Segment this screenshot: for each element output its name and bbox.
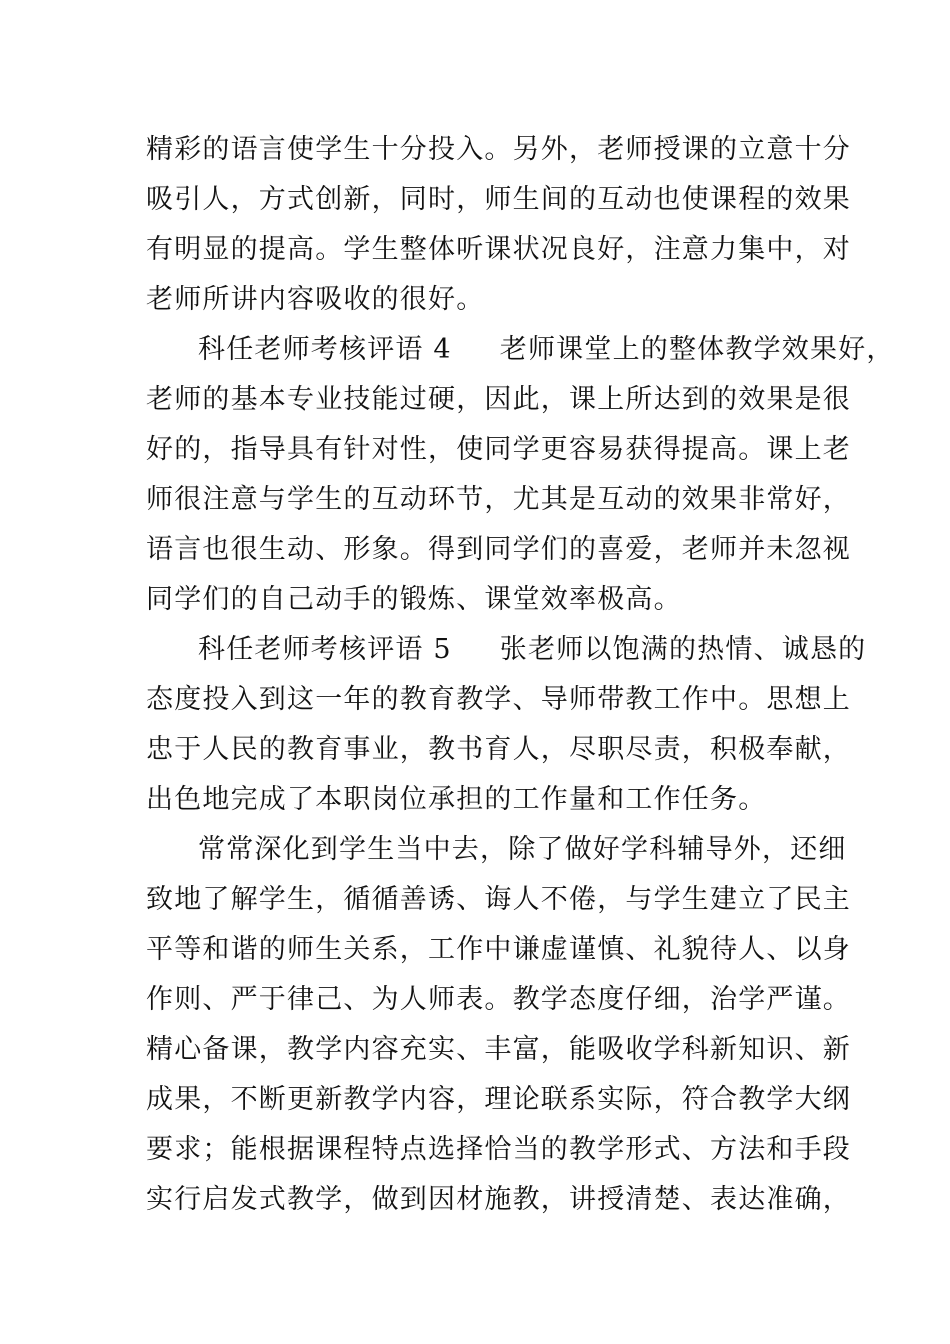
text-line: 常常深化到学生当中去，除了做好学科辅导外，还细 [198,834,847,865]
section-heading-4: 科任老师考核评语 4 [198,334,452,365]
text-line: 平等和谐的师生关系，工作中谦虚谨慎、礼貌待人、以身 [146,934,851,965]
text-line: 出色地完成了本职岗位承担的工作量和工作任务。 [146,784,767,815]
text-line: 致地了解学生，循循善诱、诲人不倦，与学生建立了民主 [146,884,851,915]
text-line: 态度投入到这一年的教育教学、导师带教工作中。思想上 [146,684,851,715]
text-line: 师很注意与学生的互动环节，尤其是互动的效果非常好， [146,484,851,515]
text-line: 忠于人民的教育事业，教书育人，尽职尽责，积极奉献， [146,734,851,765]
text-line: 作则、严于律己、为人师表。教学态度仔细，治学严谨。 [146,984,851,1015]
section-heading-5-text: 张老师以饱满的热情、诚恳的 [499,634,867,665]
text-line: 老师所讲内容吸收的很好。 [146,284,485,315]
text-line: 成果，不断更新教学内容，理论联系实际，符合教学大纲 [146,1084,851,1115]
text-line: 实行启发式教学，做到因材施教，讲授清楚、表达准确， [146,1184,851,1215]
text-line: 同学们的自己动手的锻炼、课堂效率极高。 [146,584,682,615]
section-heading-4-text: 老师课堂上的整体教学效果好， [499,334,895,365]
text-line: 有明显的提高。学生整体听课状况良好，注意力集中，对 [146,234,851,265]
text-line: 要求；能根据课程特点选择恰当的教学形式、方法和手段 [146,1134,851,1165]
text-line: 老师的基本专业技能过硬，因此，课上所达到的效果是很 [146,384,851,415]
text-line: 吸引人，方式创新，同时，师生间的互动也使课程的效果 [146,184,851,215]
text-line: 语言也很生动、形象。得到同学们的喜爱，老师并未忽视 [146,534,851,565]
text-line: 好的，指导具有针对性，使同学更容易获得提高。课上老 [146,434,851,465]
section-heading-5-line [198,633,866,667]
text-line: 精心备课，教学内容充实、丰富，能吸收学科新知识、新 [146,1034,851,1065]
section-heading-5: 科任老师考核评语 5 [198,634,452,665]
text-line: 精彩的语言使学生十分投入。另外，老师授课的立意十分 [146,134,851,165]
section-heading-4-line [198,333,895,367]
